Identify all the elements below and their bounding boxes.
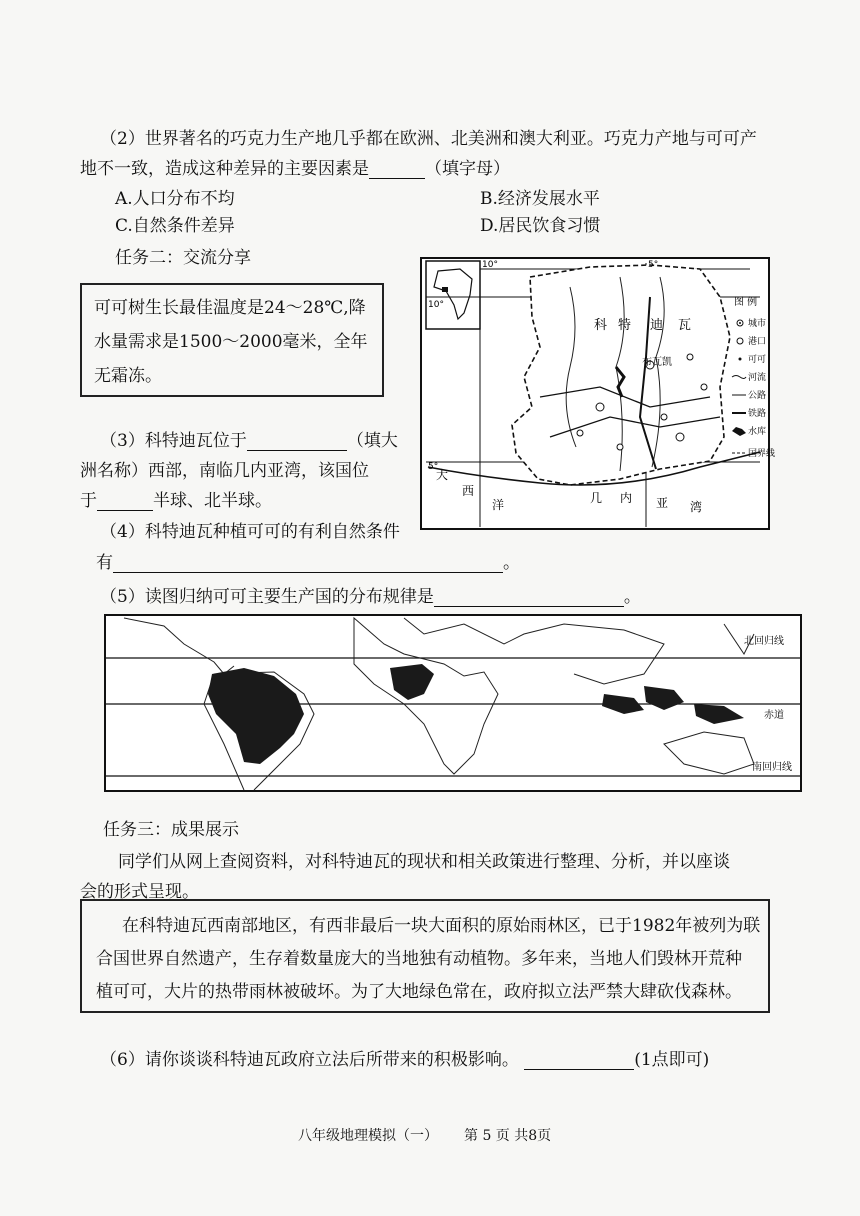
q2-line2-text: 地不一致，造成这种差异的主要因素是 bbox=[80, 159, 369, 179]
sea-char-6: 亚 bbox=[656, 496, 669, 510]
task3-intro-line2: 会的形式呈现。 bbox=[80, 882, 199, 902]
q5-line bbox=[100, 582, 641, 607]
rainforest-paragraph-box bbox=[80, 899, 770, 1013]
q6-line bbox=[100, 1045, 709, 1070]
legend-reservoir: 水库 bbox=[748, 427, 767, 437]
sea-char-1: 大 bbox=[436, 468, 449, 482]
task3-intro-line1: 同学们从网上查阅资料，对科特迪瓦的现状和相关政策进行整理、分析，并以座谈 bbox=[118, 852, 730, 872]
sea-char-7: 湾 bbox=[690, 500, 703, 514]
q2-option-b: B.经济发展水平 bbox=[480, 189, 600, 209]
sea-char-4: 几 bbox=[590, 491, 603, 505]
q2-answer-blank[interactable] bbox=[369, 160, 425, 179]
q2-line2 bbox=[80, 154, 510, 179]
info-line1: 可可树生长最佳温度是24～28℃,降 bbox=[94, 298, 366, 318]
q2-option-c: C.自然条件差异 bbox=[115, 216, 235, 236]
q4-line1: （4）科特迪瓦种植可可的有利自然条件 bbox=[100, 522, 400, 542]
legend-railway: 铁路 bbox=[748, 409, 767, 419]
info-box bbox=[80, 283, 384, 397]
para-line1: 在科特迪瓦西南部地区，有西非最后一块大面积的原始雨林区，已于1982年被列为联 bbox=[122, 916, 761, 936]
equator-label: 赤道 bbox=[764, 710, 784, 721]
q3-line3-text: 于 bbox=[80, 491, 97, 511]
q4-line2-text: 有 bbox=[96, 553, 113, 573]
country-char-4: 瓦 bbox=[678, 318, 692, 333]
cote-divoire-map bbox=[420, 257, 776, 530]
sea-char-2: 西 bbox=[462, 484, 475, 498]
q3-line2: 洲名称）西部，南临几内亚湾，该国位 bbox=[80, 461, 369, 481]
q2-line2-hint: （填字母） bbox=[425, 159, 510, 179]
legend-city: 城市 bbox=[748, 319, 767, 329]
legend-border: 国界线 bbox=[748, 449, 776, 459]
q4-answer-blank[interactable] bbox=[113, 554, 503, 573]
q5-text: （5）读图归纳可可主要生产国的分布规律是 bbox=[100, 587, 434, 607]
task3-title: 任务三：成果展示 bbox=[103, 820, 239, 840]
country-char-3: 迪 bbox=[650, 318, 664, 333]
q3-line1 bbox=[100, 426, 398, 451]
world-cocoa-map bbox=[104, 614, 802, 792]
task2-title: 任务二：交流分享 bbox=[115, 248, 251, 268]
para-line2: 合国世界自然遗产，生存着数量庞大的当地独有动植物。多年来，当地人们毁林开荒种 bbox=[96, 949, 742, 969]
info-line2: 水量需求是1500～2000毫米，全年 bbox=[94, 332, 368, 352]
sea-char-5: 内 bbox=[620, 491, 633, 505]
tropic-cancer-label: 北回归线 bbox=[744, 636, 784, 647]
city-label: 布瓦凯 bbox=[642, 357, 672, 368]
q2-option-a: A.人口分布不均 bbox=[115, 189, 235, 209]
footer-title: 八年级地理模拟（一） bbox=[298, 1128, 438, 1144]
legend-river: 河流 bbox=[748, 373, 767, 383]
lat-label-10: 10° bbox=[428, 300, 444, 310]
lat-label-5: 5° bbox=[428, 462, 439, 472]
q6-hint: (1点即可) bbox=[634, 1050, 710, 1070]
lon-label-5: 5° bbox=[648, 260, 659, 270]
q2-line1: （2）世界著名的巧克力生产地几乎都在欧洲、北美洲和澳大利亚。巧克力产地与可可产 bbox=[100, 129, 757, 149]
legend-road: 公路 bbox=[748, 391, 767, 401]
legend-port: 港口 bbox=[748, 337, 767, 347]
country-char-1: 科 bbox=[594, 318, 608, 333]
q3-line3 bbox=[80, 486, 272, 511]
q2-option-d: D.居民饮食习惯 bbox=[480, 216, 601, 236]
q6-answer-blank[interactable] bbox=[524, 1051, 634, 1070]
page-number: 第 5 页 共8页 bbox=[464, 1128, 552, 1144]
para-line3: 植可可，大片的热带雨林被破坏。为了大地绿色常在，政府拟立法严禁大肆砍伐森林。 bbox=[96, 982, 742, 1002]
legend-title: 图 例 bbox=[734, 297, 758, 308]
tropic-capricorn-label: 南回归线 bbox=[752, 762, 792, 773]
q6-text: （6）请你谈谈科特迪瓦政府立法后所带来的积极影响。 bbox=[100, 1050, 519, 1070]
legend-cocoa: 可可 bbox=[748, 355, 767, 365]
q4-line2 bbox=[96, 548, 520, 573]
q3-line1-text: （3）科特迪瓦位于 bbox=[100, 431, 247, 451]
lon-label-10: 10° bbox=[482, 260, 498, 270]
q4-line2-end: 。 bbox=[503, 553, 520, 573]
q5-end: 。 bbox=[623, 587, 641, 607]
q3-line3-tail: 半球、北半球。 bbox=[153, 491, 272, 511]
q3-line1-hint: （填大 bbox=[346, 431, 398, 451]
info-line3: 无霜冻。 bbox=[94, 366, 162, 386]
sea-char-3: 洋 bbox=[492, 498, 505, 512]
q5-answer-blank[interactable] bbox=[434, 588, 624, 607]
country-char-2: 特 bbox=[618, 318, 632, 333]
q3-hemisphere-blank[interactable] bbox=[97, 492, 153, 511]
q3-continent-blank[interactable] bbox=[247, 432, 347, 451]
